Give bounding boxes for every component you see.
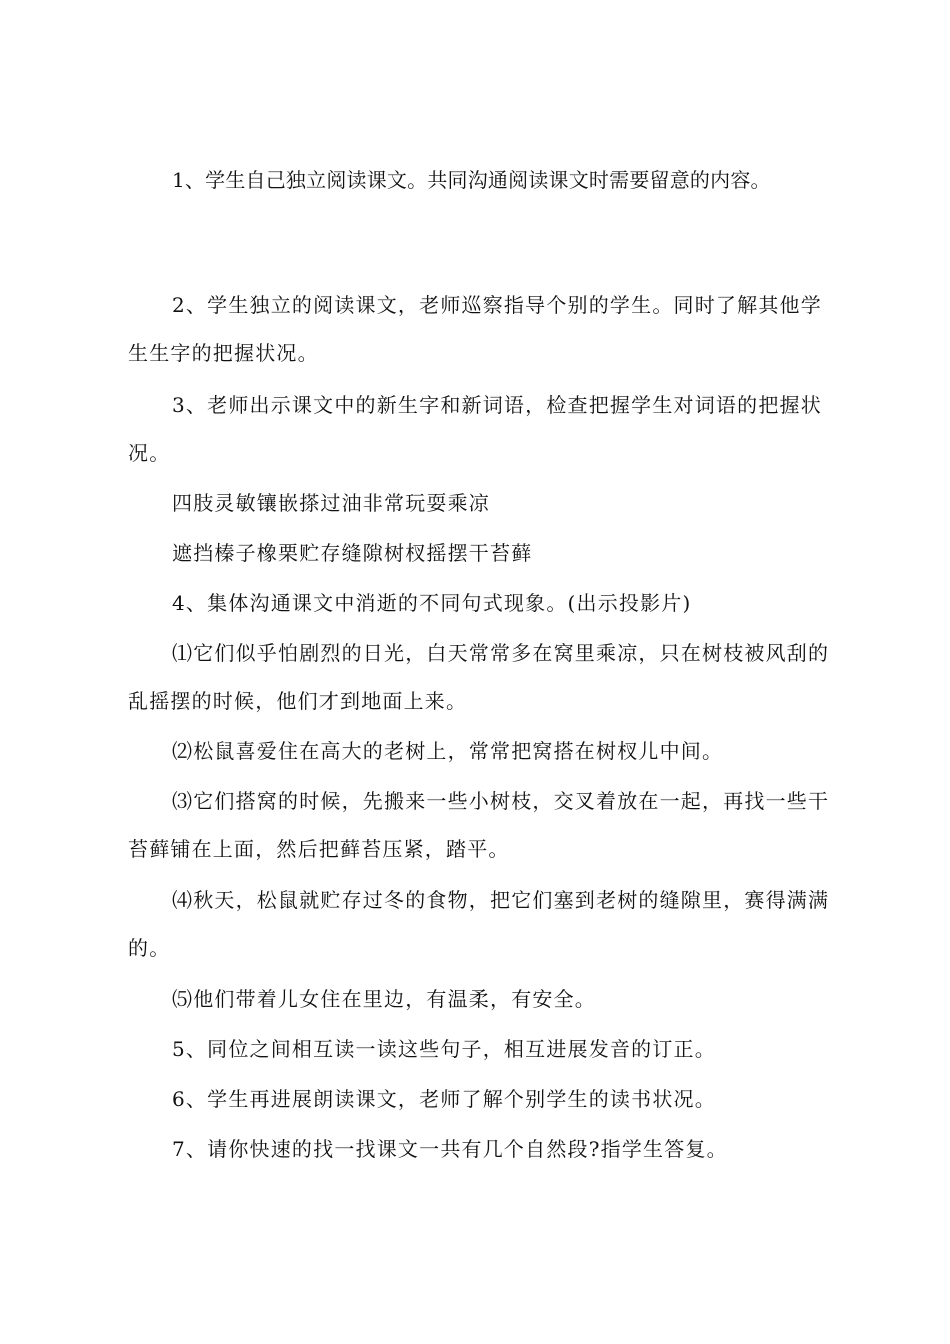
sentence-example-4: ⑷秋天，松鼠就贮存过冬的食物，把它们塞到老树的缝隙里，赛得满满的。: [128, 888, 830, 960]
sentence-example-1: ⑴它们似乎怕剧烈的日光，白天常常多在窝里乘凉，只在树枝被风刮的乱摇摆的时候，他们才到地面上来。: [128, 641, 830, 713]
paragraph-step-5: 5、同位之间相互读一读这些句子，相互进展发音的订正。: [172, 1037, 716, 1061]
sentence-example-5: ⑸他们带着儿女住在里边，有温柔，有安全。: [172, 987, 596, 1011]
sentence-example-2: ⑵松鼠喜爱住在高大的老树上，常常把窝搭在树杈儿中间。: [172, 739, 724, 763]
paragraph-step-7: 7、请你快速的找一找课文一共有几个自然段?指学生答复。: [172, 1137, 728, 1161]
vocabulary-line-2: 遮挡榛子橡栗贮存缝隙树杈摇摆干苔藓: [172, 541, 533, 565]
paragraph-step-1: 1、学生自己独立阅读课文。共同沟通阅读课文时需要留意的内容。: [172, 168, 771, 192]
paragraph-step-4: 4、集体沟通课文中消逝的不同句式现象。(出示投影片): [172, 591, 692, 615]
vocabulary-line-1: 四肢灵敏镶嵌搽过油非常玩耍乘凉: [172, 491, 490, 515]
paragraph-step-2: 2、学生独立的阅读课文，老师巡察指导个别的学生。同时了解其他学生生字的把握状况。: [128, 293, 822, 365]
sentence-example-3: ⑶它们搭窝的时候，先搬来一些小树枝，交叉着放在一起，再找一些干苔藓铺在上面，然后把藓苔压紧，踏平。: [128, 789, 830, 861]
paragraph-step-3: 3、老师出示课文中的新生字和新词语，检查把握学生对词语的把握状况。: [128, 393, 822, 465]
paragraph-step-6: 6、学生再进展朗读课文，老师了解个别学生的读书状况。: [172, 1087, 716, 1111]
